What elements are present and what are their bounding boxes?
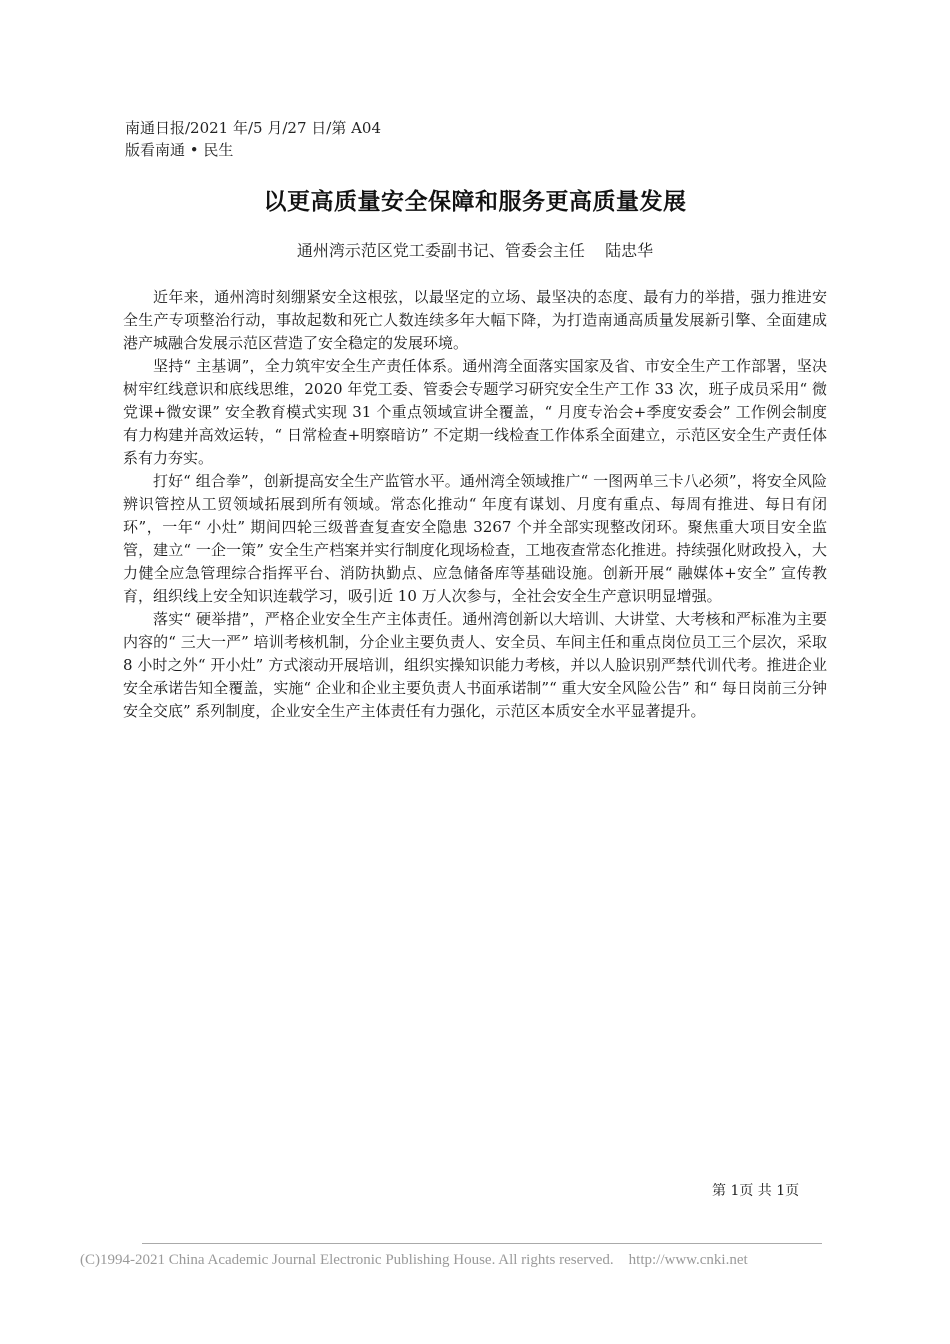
paragraph-intro: 近年来，通州湾时刻绷紧安全这根弦，以最坚定的立场、最坚决的态度、最有力的举措，强力推进安全生产专项整治行动，事故起数和死亡人数连续多年大幅下降，为打造南通高质量发展新引擎、全面建成港产城融合发展示范区营造了安全稳定的发展环境。 bbox=[123, 288, 827, 352]
source-line-section: 版看南通 • 民生 bbox=[125, 141, 234, 159]
footer-divider bbox=[142, 1243, 822, 1244]
source-line-publication: 南通日报/2021 年/5 月/27 日/第 A04 bbox=[125, 119, 382, 137]
copyright-footer: (C)1994-2021 China Academic Journal Electronic Publishing House. All rights reserved. http://www.cnki.net bbox=[80, 1252, 748, 1268]
source-info bbox=[125, 117, 381, 161]
article-byline: 通州湾示范区党工委副书记、管委会主任 陆忠华 bbox=[296, 241, 654, 260]
paragraph-responsibility-system: 坚持“ 主基调”，全力筑牢安全生产责任体系。通州湾全面落实国家及省、市安全生产工作部署，坚决树牢红线意识和底线思维，2020 年党工委、管委会专题学习研究安全生产工作 33 次，班子成员采用“ 微党课+微安课” 安全教育模式实现 31 个重点领域宣讲全覆盖，“ 月度专治会+季度安委会” 工作例会制度有力构建并高效运转，“ 日常检查+明察暗访” 不定期一线检查工作体系全面建立，示范区安全生产责任体系有力夯实。 bbox=[123, 357, 827, 467]
paragraph-enterprise-responsibility: 落实“ 硬举措”，严格企业安全生产主体责任。通州湾创新以大培训、大讲堂、大考核和严标准为主要内容的“ 三大一严” 培训考核机制，分企业主要负责人、安全员、车间主任和重点岗位员工三个层次，采取 8 小时之外“ 开小灶” 方式滚动开展培训，组织实操知识能力考核，并以人脸识别严禁代训代考。推进企业安全承诺告知全覆盖，实施“ 企业和企业主要负责人书面承诺制”“ 重大安全风险公告” 和“ 每日岗前三分钟安全交底” 系列制度，企业安全生产主体责任有力强化，示范区本质安全水平显著提升。 bbox=[123, 610, 827, 720]
page-number: 第 1页 共 1页 bbox=[712, 1183, 800, 1199]
article-title: 以更高质量安全保障和服务更高质量发展 bbox=[263, 189, 687, 215]
article-body bbox=[123, 286, 827, 723]
paragraph-supervision: 打好“ 组合拳”，创新提高安全生产监管水平。通州湾全领域推广“ 一图两单三卡八必须”，将安全风险辨识管控从工贸领域拓展到所有领域。常态化推动“ 年度有谋划、月度有重点、每周有推进、每日有闭环”，一年“ 小灶” 期间四轮三级普查复查安全隐患 3267 个并全部实现整改闭环。聚焦重大项目安全监管，建立“ 一企一策” 安全生产档案并实行制度化现场检查，工地夜查常态化推进。持续强化财政投入，大力健全应急管理综合指挥平台、消防执勤点、应急储备库等基础设施。创新开展“ 融媒体+安全” 宣传教育，组织线上安全知识连载学习，吸引近 10 万人次参与，全社会安全生产意识明显增强。 bbox=[123, 472, 827, 605]
